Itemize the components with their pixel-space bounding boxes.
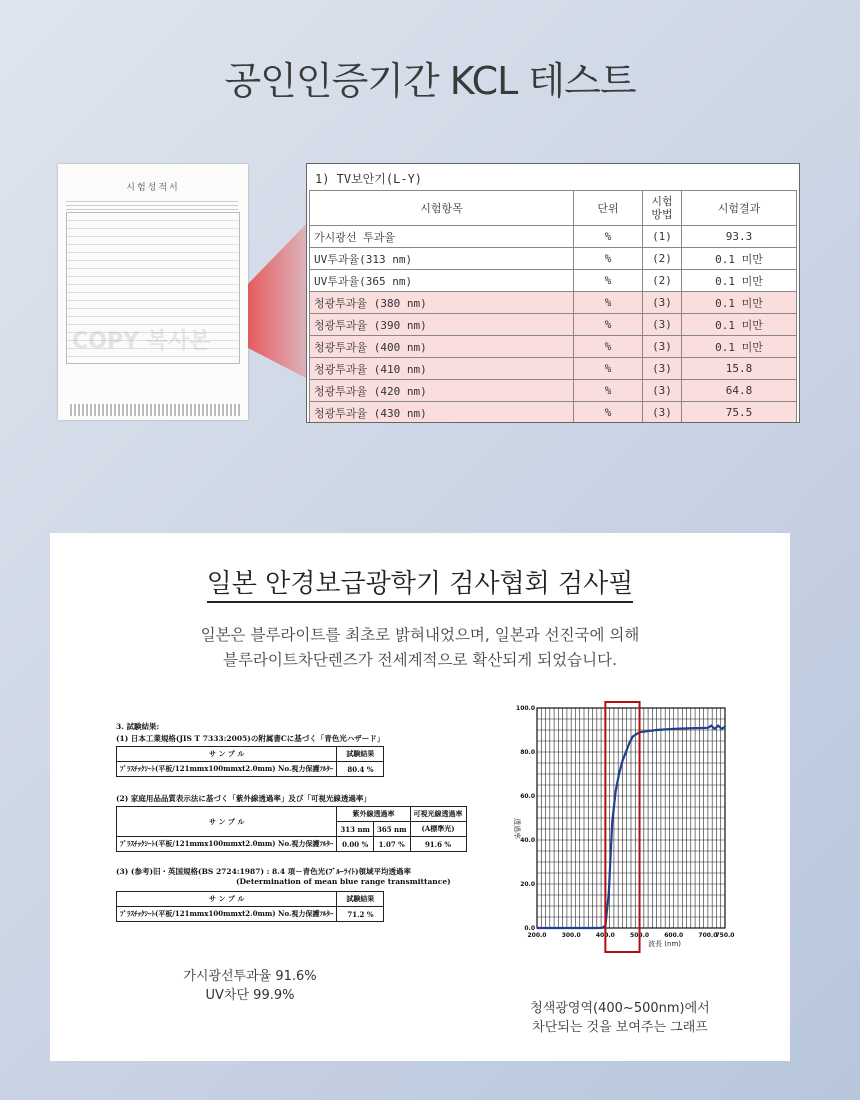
jp-t3-sample: ﾌﾟﾗｽﾁｯｸｼｰﾄ(平板/121mmx100mmxt2.0mm) No.視力保護ﾌﾙﾀｰ bbox=[117, 907, 337, 922]
table-row bbox=[310, 248, 797, 270]
y-tick-label: 20.0 bbox=[520, 881, 535, 888]
left-caption-line-1: 가시광선투과율 91.6% bbox=[183, 969, 317, 984]
jp-t1-sample: ﾌﾟﾗｽﾁｯｸｼｰﾄ(平板/121mmx100mmxt2.0mm) No.視力保護ﾌﾙﾀｰ bbox=[117, 762, 337, 777]
kcl-result-table-zoom bbox=[306, 163, 800, 423]
jp-t2-sample: ﾌﾟﾗｽﾁｯｸｼｰﾄ(平板/121mmx100mmxt2.0mm) No.視力保護ﾌﾙﾀｰ bbox=[117, 837, 337, 852]
method-cell: (3) bbox=[643, 402, 682, 424]
jp-t2-head-313: 313 nm bbox=[337, 822, 374, 837]
x-tick-label: 200.0 bbox=[527, 932, 547, 939]
result-cell: 0.1 미만 bbox=[682, 314, 797, 336]
right-caption-line-1: 청색광영역(400~500nm)에서 bbox=[530, 1001, 710, 1016]
kcl-table-caption: 1) TV보안기(L-Y) bbox=[315, 172, 423, 186]
item-cell: 청광투과율 (410 nm) bbox=[310, 358, 574, 380]
jp-t2-head-visible: 可視光線透過率 bbox=[410, 807, 466, 822]
x-tick-label: 500.0 bbox=[630, 932, 650, 939]
y-tick-label: 60.0 bbox=[520, 793, 535, 800]
item-cell: 청광투과율 (430 nm) bbox=[310, 402, 574, 424]
kcl-result-table bbox=[309, 190, 797, 423]
certification-panel bbox=[50, 533, 790, 1061]
jp-section-3-en: (Determination of mean blue range transmittance) bbox=[236, 877, 451, 886]
magnify-beam bbox=[248, 220, 310, 380]
jp-t2-313: 0.00 % bbox=[337, 837, 374, 852]
jp-t1-result: 80.4 % bbox=[337, 762, 384, 777]
jp-heading: 3. 試験結果: bbox=[116, 722, 160, 731]
jp-t3-head-result: 試験結果 bbox=[337, 892, 384, 907]
jp-t2-visible: 91.6 % bbox=[410, 837, 466, 852]
panel-heading-text: 일본 안경보급광학기 검사협회 검사필 bbox=[207, 569, 634, 603]
y-tick-label: 80.0 bbox=[520, 749, 535, 756]
panel-heading bbox=[50, 563, 790, 600]
report-watermark: COPY 복사본 bbox=[72, 329, 211, 354]
result-cell: 93.3 bbox=[682, 226, 797, 248]
transmittance-chart bbox=[475, 696, 755, 974]
item-cell: 청광투과율 (400 nm) bbox=[310, 336, 574, 358]
method-cell: (3) bbox=[643, 292, 682, 314]
item-cell: 청광투과율 (380 nm) bbox=[310, 292, 574, 314]
unit-cell: % bbox=[574, 270, 643, 292]
table-row bbox=[310, 336, 797, 358]
jp-t2-head-sample: サ ン プ ル bbox=[117, 807, 337, 837]
jp-t1-head-sample: サ ン プ ル bbox=[117, 747, 337, 762]
jp-t2-365: 1.07 % bbox=[373, 837, 410, 852]
method-cell: (3) bbox=[643, 358, 682, 380]
unit-cell: % bbox=[574, 292, 643, 314]
report-title: 시험성적서 bbox=[126, 183, 180, 193]
unit-cell: % bbox=[574, 402, 643, 424]
panel-description bbox=[50, 623, 790, 673]
result-cell: 64.8 bbox=[682, 380, 797, 402]
unit-cell: % bbox=[574, 248, 643, 270]
unit-cell: % bbox=[574, 314, 643, 336]
table-row bbox=[310, 314, 797, 336]
page-title: 공인인증기간 KCL 테스트 bbox=[224, 59, 636, 103]
y-tick-label: 0.0 bbox=[524, 925, 535, 932]
header-method: 시험 방법 bbox=[643, 191, 682, 226]
header-unit: 단위 bbox=[574, 191, 643, 226]
y-axis-label: 透過率 bbox=[513, 818, 521, 839]
left-caption-line-2: UV차단 99.9% bbox=[205, 988, 295, 1003]
jp-t3-result: 71.2 % bbox=[337, 907, 384, 922]
jp-section-2: (2) 家庭用品品質表示法に基づく「紫外線透過率」及び「可視光線透過率」 bbox=[116, 794, 371, 803]
jp-t2-head-std: (A標準光) bbox=[410, 822, 466, 837]
item-cell: UV투과율(313 nm) bbox=[310, 248, 574, 270]
y-tick-label: 40.0 bbox=[520, 837, 535, 844]
right-caption-line-2: 차단되는 것을 보여주는 그래프 bbox=[532, 1020, 708, 1035]
header-result: 시험결과 bbox=[682, 191, 797, 226]
unit-cell: % bbox=[574, 226, 643, 248]
table-row bbox=[310, 292, 797, 314]
x-tick-label: 400.0 bbox=[595, 932, 615, 939]
method-cell: (2) bbox=[643, 270, 682, 292]
header-item: 시험항목 bbox=[310, 191, 574, 226]
jp-table-3 bbox=[116, 891, 384, 922]
table-row bbox=[310, 402, 797, 424]
unit-cell: % bbox=[574, 358, 643, 380]
table-row bbox=[310, 270, 797, 292]
item-cell: UV투과율(365 nm) bbox=[310, 270, 574, 292]
table-row bbox=[310, 226, 797, 248]
jp-t2-head-365: 365 nm bbox=[373, 822, 410, 837]
result-cell: 0.1 미만 bbox=[682, 270, 797, 292]
test-report-thumbnail bbox=[58, 164, 248, 420]
left-caption bbox=[140, 967, 360, 1005]
table-row bbox=[310, 358, 797, 380]
x-tick-label: 700.0 bbox=[698, 932, 718, 939]
unit-cell: % bbox=[574, 380, 643, 402]
method-cell: (3) bbox=[643, 336, 682, 358]
jp-t1-head-result: 試験結果 bbox=[337, 747, 384, 762]
x-tick-label: 750.0 bbox=[715, 932, 735, 939]
result-cell: 0.1 미만 bbox=[682, 336, 797, 358]
item-cell: 가시광선 투과율 bbox=[310, 226, 574, 248]
jp-table-1 bbox=[116, 746, 384, 777]
x-axis-label: 波長 (nm) bbox=[648, 940, 682, 948]
chart-ticks bbox=[516, 705, 734, 939]
jp-section-1: (1) 日本工業規格(JIS T 7333:2005)の附属書Cに基づく「青色光ハザード」 bbox=[116, 734, 385, 743]
jp-section-3: (3) (参考)旧・英国規格(BS 2724:1987) : 8.4 項－青色光(ﾌﾞﾙｰﾗｲﾄ)領域平均透過率 bbox=[116, 867, 411, 876]
report-stamps bbox=[70, 404, 240, 416]
report-header-lines bbox=[66, 198, 238, 210]
result-cell: 75.5 bbox=[682, 402, 797, 424]
x-tick-label: 600.0 bbox=[664, 932, 684, 939]
jp-t3-head-sample: サ ン プ ル bbox=[117, 892, 337, 907]
right-caption bbox=[485, 999, 755, 1037]
y-tick-label: 100.0 bbox=[516, 705, 535, 712]
method-cell: (3) bbox=[643, 380, 682, 402]
x-tick-label: 300.0 bbox=[561, 932, 581, 939]
result-cell: 0.1 미만 bbox=[682, 292, 797, 314]
jp-t2-head-uv: 紫外線透過率 bbox=[337, 807, 410, 822]
desc-line-2: 블루라이트차단렌즈가 전세계적으로 확산되게 되었습니다. bbox=[222, 651, 618, 669]
method-cell: (3) bbox=[643, 314, 682, 336]
method-cell: (2) bbox=[643, 248, 682, 270]
item-cell: 청광투과율 (420 nm) bbox=[310, 380, 574, 402]
item-cell: 청광투과율 (390 nm) bbox=[310, 314, 574, 336]
method-cell: (1) bbox=[643, 226, 682, 248]
desc-line-1: 일본은 블루라이트를 최초로 밝혀내었으며, 일본과 선진국에 의해 bbox=[200, 626, 640, 644]
result-cell: 0.1 미만 bbox=[682, 248, 797, 270]
jp-table-2 bbox=[116, 806, 467, 852]
unit-cell: % bbox=[574, 336, 643, 358]
table-row bbox=[310, 380, 797, 402]
result-cell: 15.8 bbox=[682, 358, 797, 380]
